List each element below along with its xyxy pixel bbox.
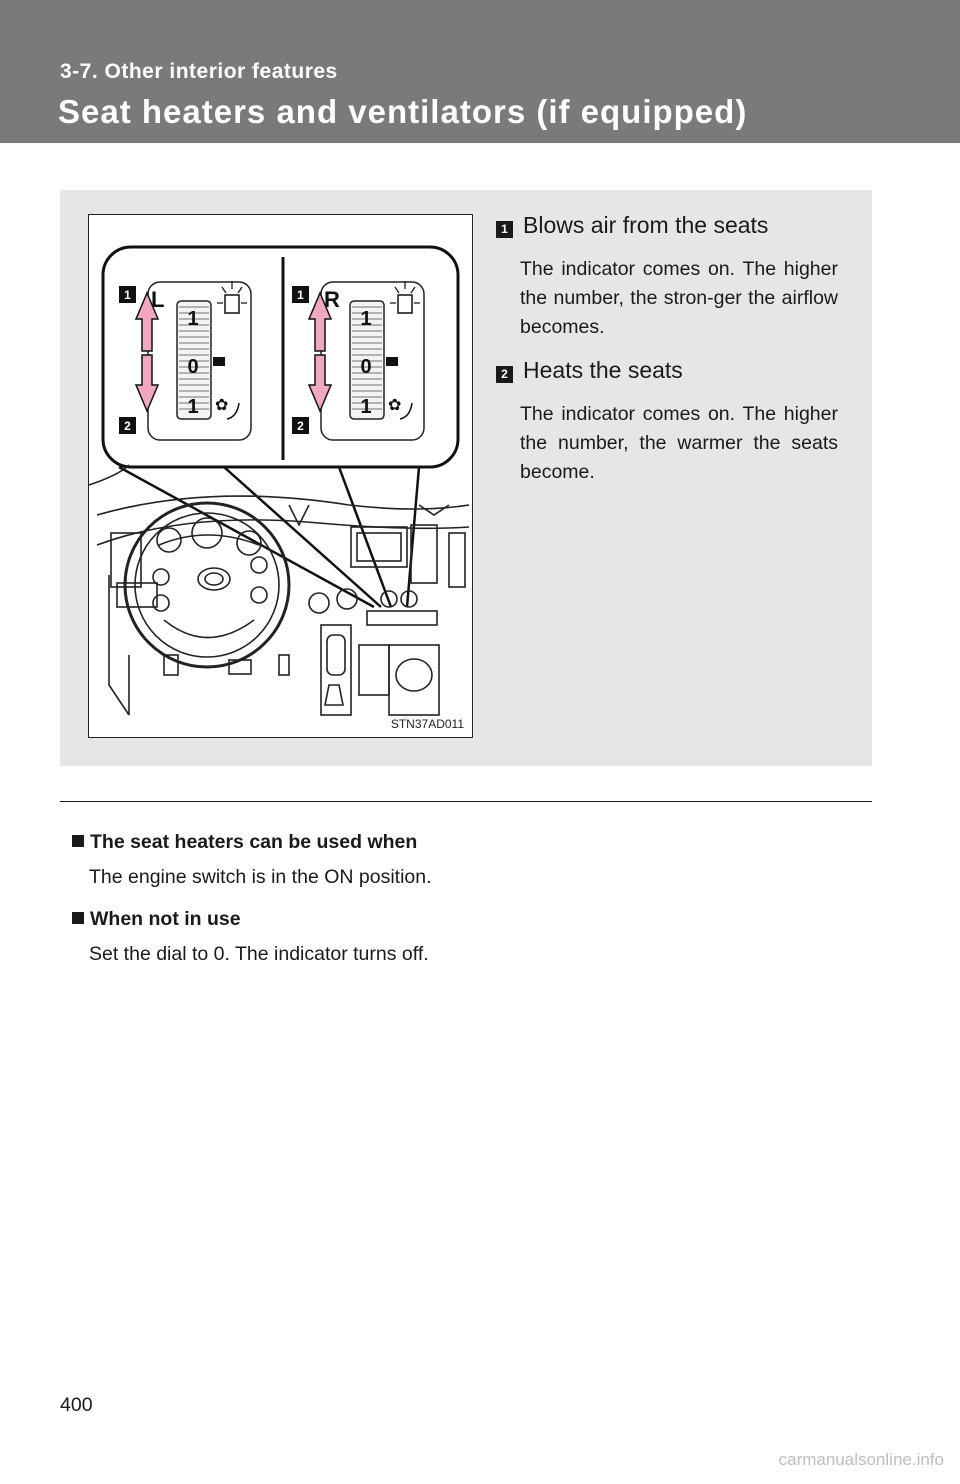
note-2 bbox=[72, 908, 429, 966]
callout-1 bbox=[496, 212, 838, 342]
callout-title: Blows air from the seats bbox=[523, 212, 769, 238]
svg-text:✿: ✿ bbox=[388, 395, 402, 414]
page-number: 400 bbox=[60, 1394, 93, 1416]
callout-description: The indicator comes on. The higher the number, the stron-ger the airflow becomes. bbox=[520, 258, 838, 338]
callout-badge: 1 bbox=[496, 221, 513, 238]
callout-title: Heats the seats bbox=[523, 357, 683, 383]
note-body: Set the dial to 0. The indicator turns off. bbox=[89, 943, 429, 965]
svg-text:1: 1 bbox=[187, 308, 199, 330]
callout-badge: 2 bbox=[496, 366, 513, 383]
svg-text:1: 1 bbox=[297, 288, 304, 302]
svg-text:R: R bbox=[324, 287, 340, 312]
svg-text:1: 1 bbox=[360, 396, 372, 418]
page-header bbox=[0, 0, 960, 143]
dashboard-drawing bbox=[89, 215, 473, 738]
note-heading: The seat heaters can be used when bbox=[72, 831, 432, 854]
svg-text:✿: ✿ bbox=[215, 395, 229, 414]
svg-text:0: 0 bbox=[360, 356, 372, 378]
note-heading: When not in use bbox=[72, 908, 429, 931]
figure-code: STN37AD011 bbox=[390, 717, 464, 731]
svg-text:1: 1 bbox=[187, 396, 199, 418]
section-label: 3-7. Other interior features bbox=[60, 60, 338, 83]
watermark: carmanualsonline.info bbox=[778, 1450, 944, 1469]
svg-text:1: 1 bbox=[360, 308, 372, 330]
svg-text:0: 0 bbox=[187, 356, 199, 378]
svg-text:2: 2 bbox=[124, 419, 131, 433]
svg-text:1: 1 bbox=[124, 288, 131, 302]
note-1 bbox=[72, 831, 432, 889]
page-title: Seat heaters and ventilators (if equipped) bbox=[58, 93, 748, 130]
note-body: The engine switch is in the ON position. bbox=[89, 866, 432, 888]
section-divider bbox=[60, 801, 872, 802]
bullet-square-icon bbox=[72, 835, 84, 847]
svg-text:L: L bbox=[151, 287, 165, 312]
callout-2 bbox=[496, 357, 838, 487]
cockpit-drawing bbox=[89, 465, 469, 715]
seat-dial-illustration bbox=[88, 214, 473, 738]
bullet-square-icon bbox=[72, 912, 84, 924]
callout-description: The indicator comes on. The higher the number, the warmer the seats become. bbox=[520, 403, 838, 483]
svg-text:2: 2 bbox=[297, 419, 304, 433]
